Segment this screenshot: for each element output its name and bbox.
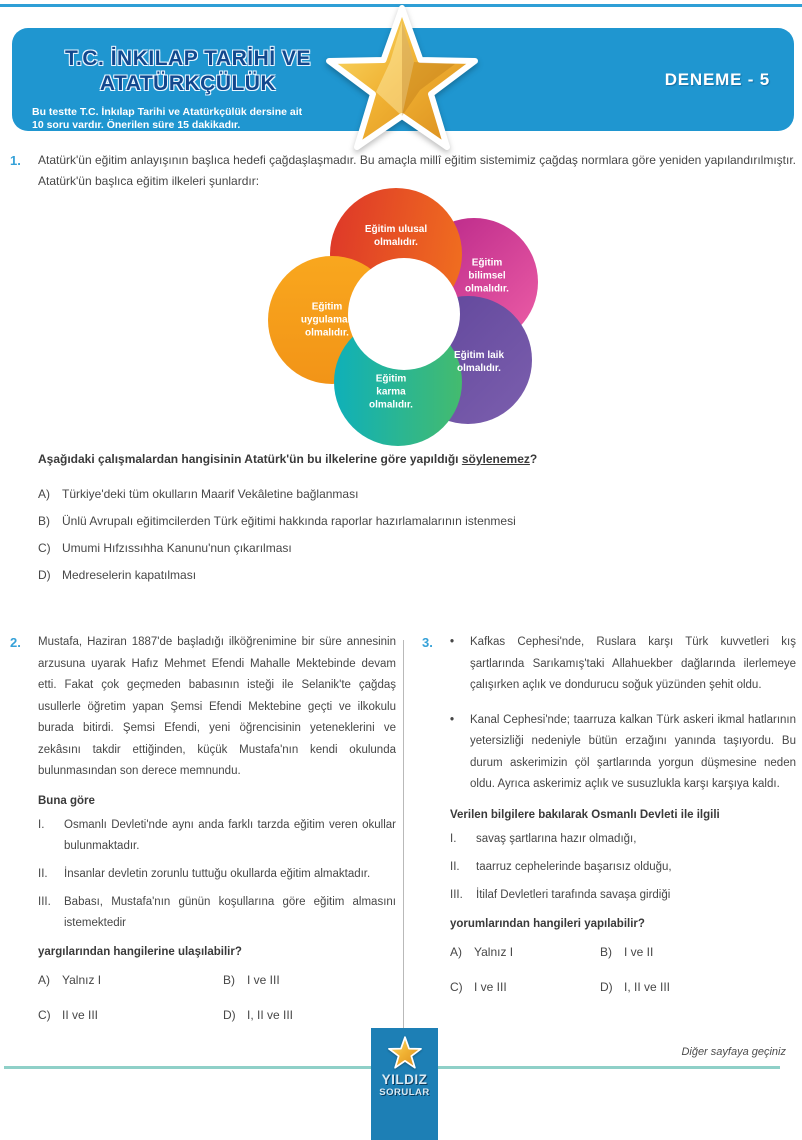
question-1-intro: Atatürk'ün eğitim anlayışının başlıca hedefi çağdaşlaşmadır. Bu amaçla millî eğitim sistemimiz çağdaş normlara göre yeniden yapılandırılmıştır. Atatürk'ün başlıca eğitim ilkeleri şunlardır: [38, 153, 796, 188]
statement-text: İtilaf Devletleri tarafında savaşa girdiği [476, 888, 671, 901]
option-text: Yalnız I [474, 944, 514, 959]
bullet-icon: • [450, 636, 455, 648]
statement-text: Babası, Mustafa'nın günün koşullarına göre eğitim almasını istemektedir [64, 895, 396, 929]
statement-item [450, 885, 796, 906]
option-letter: A) [450, 944, 462, 959]
logo-text-line1: YILDIZ [381, 1072, 428, 1087]
option-row [38, 484, 783, 504]
statement-text: İnsanlar devletin zorunlu tuttuğu okullarda eğitim almaktadır. [64, 867, 371, 880]
statement-item [38, 892, 396, 934]
option-text: Umumi Hıfzıssıhha Kanunu'nun çıkarılması [62, 541, 292, 555]
option-letter: A) [38, 972, 50, 987]
question-2-lead-in: Buna göre [38, 794, 95, 807]
bullet-item [450, 632, 796, 697]
bullet-item [450, 710, 796, 796]
option-text: II ve III [62, 1007, 99, 1022]
option-text: Türkiye'deki tüm okulların Maarif Vekâletine bağlanması [62, 487, 359, 501]
question-1-stem-text: Aşağıdaki çalışmalardan hangisinin Atatürk'ün bu ilkelerine göre yapıldığı [38, 452, 462, 466]
option-text: I ve III [474, 979, 507, 994]
test-instructions-line1: Bu testte T.C. İnkılap Tarihi ve Atatürkçülük dersine ait [32, 106, 303, 118]
question-3 [422, 632, 796, 1003]
next-page-note: Diğer sayfaya geçiniz [681, 1046, 786, 1058]
bullet-text: Kanal Cephesi'nde; taarruza kalkan Türk askeri ikmal hatlarının yetersizliği nedeniyle bütün erzağını yanında taşıyordu. Bu durum askerimizin çöl şartlarında yorgun düşmesine neden oldu. Ayrıca askerimiz açlık ve susuzlukla karşı karşıya kaldı. [470, 713, 796, 790]
option-row [450, 977, 600, 997]
statement-numeral: I. [38, 818, 45, 831]
petal-label-laik: Eğitim laik olmalıdır. [453, 350, 504, 374]
bullet-text: Kafkas Cephesi'nde, Ruslara karşı Türk kuvvetleri kış şartlarında Sarıkamış'taki Allahuekber dağlarında ilerlemeye çalışırken açlık ve dondurucu soğuk yüzünden şehit oldu. [470, 636, 796, 691]
option-letter: B) [38, 514, 50, 528]
option-row [450, 942, 600, 962]
question-1-stem-underlined: söylenemez [461, 452, 530, 466]
statement-text: taarruz cephelerinde başarısız olduğu, [476, 860, 672, 873]
question-3-lead-in: Verilen bilgilere bakılarak Osmanlı Devleti ile ilgili [450, 808, 720, 821]
test-instructions-line2: 10 soru vardır. Önerilen süre 15 dakikadır. [32, 119, 241, 131]
option-text: Ünlü Avrupalı eğitimcilerden Türk eğitimi hakkında raporlar hazırlamalarının istenmesi [62, 514, 516, 528]
option-letter: A) [38, 487, 50, 501]
question-2-number: 2. [10, 635, 21, 650]
statement-item [450, 829, 796, 850]
option-letter: C) [450, 979, 463, 994]
question-1-stem [38, 452, 783, 466]
option-row [38, 970, 223, 990]
option-row [600, 977, 796, 997]
question-2-options [38, 970, 396, 1031]
statement-numeral: II. [450, 860, 460, 873]
exam-number-label: DENEME - 5 [664, 70, 770, 89]
petal-label-bilimsel: Eğitim bilimsel olmalıdır. [465, 257, 509, 295]
statement-text: savaş şartlarına hazır olmadığı, [476, 832, 637, 845]
option-row [223, 970, 396, 990]
option-row [600, 942, 796, 962]
bullet-icon: • [450, 713, 455, 726]
statement-item [450, 857, 796, 878]
question-1 [10, 150, 796, 192]
option-row [38, 538, 783, 558]
publisher-logo [371, 1028, 438, 1140]
logo-star-icon [387, 1036, 423, 1070]
option-letter: D) [38, 568, 51, 582]
option-text: Yalnız I [62, 972, 102, 987]
option-letter: B) [223, 972, 235, 987]
option-text: I ve III [247, 972, 280, 987]
option-row [38, 565, 783, 585]
gold-star-icon [320, 4, 484, 156]
statement-numeral: II. [38, 867, 48, 880]
option-letter: C) [38, 1007, 51, 1022]
question-2-intro: Mustafa, Haziran 1887'de başladığı ilköğrenimine bir süre annesinin arzusuna uyarak Hafız Mehmet Efendi Mahalle Mektebinde devam etti. Fakat çok geçmeden babasının isteği ile Selanik'te çağdaş usullerle öğretim yapan Şemsi Efendi Mektebine geçti ve ilkokulu burada bitirdi. Şemsi Efendi, yeni öğrencisinin yeteneklerini ve zekâsını takdir ettiğinden, küçük Mustafa'nın kendi okulunda bulunmasından son derece memnundu. [38, 636, 396, 777]
statement-item [38, 864, 396, 885]
page-title-line2: ATATÜRKÇÜLÜK [99, 72, 277, 95]
option-text: Medreselerin kapatılması [62, 568, 197, 582]
test-instructions [32, 106, 302, 132]
option-text: I, II ve III [624, 979, 671, 994]
statement-item [38, 815, 396, 857]
option-letter: C) [38, 541, 51, 555]
option-row [38, 1005, 223, 1025]
question-3-options [450, 942, 796, 1003]
statement-numeral: I. [450, 832, 457, 845]
option-text: I, II ve III [247, 1007, 294, 1022]
page-title [38, 46, 338, 96]
logo-text-line2: SORULAR [379, 1087, 430, 1098]
petal-label-uygulamali: Eğitim uygulamalı olmalıdır. [300, 301, 354, 339]
option-letter: B) [600, 944, 612, 959]
option-letter: D) [223, 1007, 236, 1022]
option-row [223, 1005, 396, 1025]
question-1-number: 1. [10, 153, 21, 168]
petal-label-ulusal: Eğitim ulusal olmalıdır. [364, 224, 428, 248]
petal-label-karma: Eğitim karma olmalıdır. [369, 373, 413, 411]
question-1-stem-qmark: ? [529, 452, 538, 466]
question-3-number: 3. [422, 635, 433, 650]
statement-text: Osmanlı Devleti'nde aynı anda farklı tarzda eğitim veren okullar bulunmaktadır. [64, 818, 396, 852]
option-letter: D) [600, 979, 613, 994]
statement-numeral: III. [38, 895, 51, 908]
option-text: I ve II [624, 944, 654, 959]
option-row [38, 511, 783, 531]
question-1-options [38, 484, 783, 592]
question-3-stem: yorumlarından hangileri yapılabilir? [450, 917, 645, 930]
question-2 [10, 632, 396, 1031]
question-2-stem: yargılarından hangilerine ulaşılabilir? [38, 945, 242, 958]
education-principles-diagram [278, 190, 538, 445]
statement-numeral: III. [450, 888, 463, 901]
page-title-line1: T.C. İNKILAP TARİHİ VE [65, 47, 311, 70]
column-divider [403, 640, 404, 1040]
